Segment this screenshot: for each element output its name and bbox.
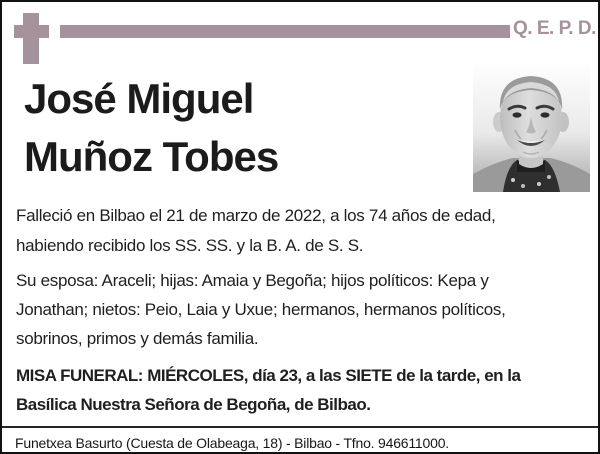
family-line: Jonathan; nietos: Peio, Laia y Uxue; hermanos, hermanos políticos, (16, 300, 506, 319)
funeral-info-paragraph (16, 361, 520, 419)
cross-icon (14, 13, 49, 64)
cross-horizontal-bar (14, 25, 49, 38)
header-rule-bar (60, 25, 510, 38)
death-notice-line: habiendo recibido los SS. SS. y la B. A. de S. S. (16, 236, 364, 255)
death-notice-line: Falleció en Bilbao el 21 de marzo de 2022, a los 74 años de edad, (16, 206, 496, 225)
funeral-info-line: MISA FUNERAL: MIÉRCOLES, día 23, a las SIETE de la tarde, en la (16, 366, 521, 385)
footer-divider (2, 426, 598, 428)
cross-vertical-bar (23, 13, 39, 64)
qepd-label: Q. E. P. D. (513, 18, 596, 39)
deceased-name-line2: Muñoz Tobes (24, 133, 279, 180)
portrait-photo (473, 62, 590, 192)
funeral-home-info: Funetxea Basurto (Cuesta de Olabeaga, 18) - Bilbao - Tfno. 946611000. (15, 435, 449, 451)
family-paragraph (16, 266, 506, 353)
funeral-info-line: Basílica Nuestra Señora de Begoña, de Bilbao. (16, 395, 371, 414)
deceased-name-line1: José Miguel (24, 75, 254, 122)
death-notice-paragraph (16, 201, 496, 261)
family-line: sobrinos, primos y demás familia. (16, 329, 259, 348)
deceased-name (24, 70, 278, 186)
family-line: Su esposa: Araceli; hijas: Amaia y Begoña; hijos políticos: Kepa y (16, 271, 489, 290)
